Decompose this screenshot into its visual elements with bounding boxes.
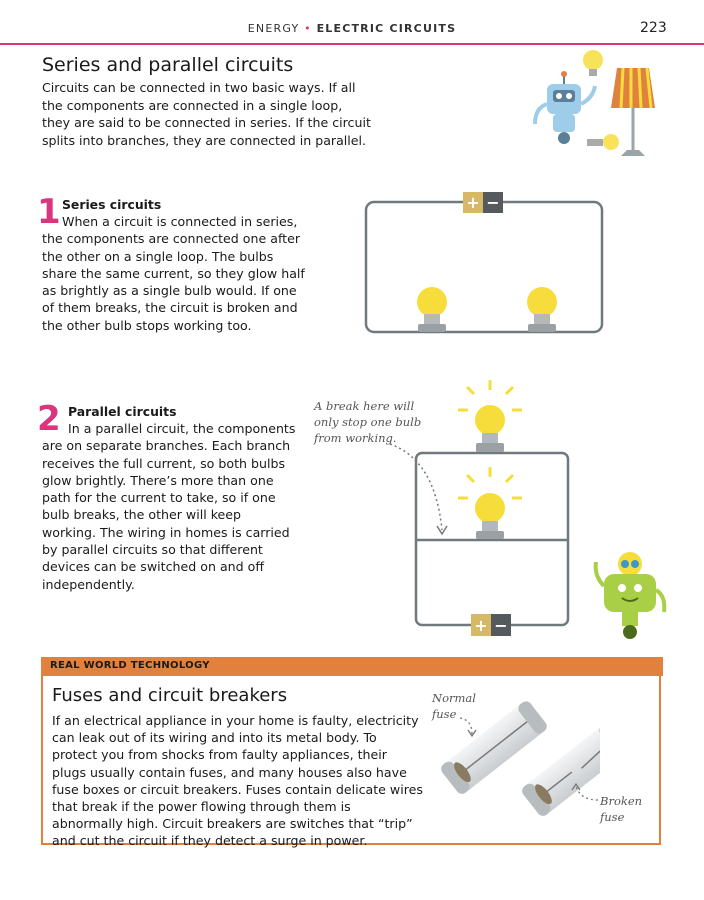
parallel-heading: Parallel circuits <box>68 404 177 419</box>
battery-plus: + <box>474 616 488 635</box>
header-section: ENERGY <box>247 22 300 35</box>
light-bulb-icon <box>527 287 557 332</box>
section-number-2: 2 <box>37 399 61 439</box>
light-bulb-icon <box>583 50 603 76</box>
intro-paragraph: Circuits can be connected in two basic ways. If all the components are connected in a single loop, they are said to be connected in series. If the circuit splits into branches, they are connected in parallel. <box>42 80 371 148</box>
battery-minus: − <box>486 193 500 212</box>
light-bulb-icon <box>587 134 619 150</box>
parallel-circuit-diagram <box>380 380 580 642</box>
page-title: Series and parallel circuits <box>42 54 294 76</box>
banner-label: REAL WORLD TECHNOLOGY <box>50 660 210 671</box>
robot-icon <box>596 552 665 639</box>
fuses-text: If an electrical appliance in your home is faulty, electricity can leak out of its wiring and into its metal body. To protect you from shocks from faulty appliances, their plugs usually contain fuses, and many houses also have fuse boxes or circuit breakers. Fuses contain delicate wires that break if the power flowing through them is abnormally high. Circuit breakers are switches that “trip” and cut the circuit if they detect a surge in power. <box>52 713 423 849</box>
page-number: 223 <box>640 20 667 36</box>
broken-fuse-label <box>600 793 642 825</box>
callout-line-3: from working. <box>314 431 397 445</box>
robot-icon <box>535 71 595 144</box>
broken-fuse-label-line-2: fuse <box>600 810 625 824</box>
running-header <box>0 22 704 35</box>
header-separator: • <box>304 22 312 35</box>
normal-fuse-label-line-2: fuse <box>432 707 457 721</box>
battery-plus: + <box>466 193 480 212</box>
callout-line-1: A break here will <box>314 399 415 413</box>
broken-fuse-label-line-1: Broken <box>600 794 643 808</box>
series-heading: Series circuits <box>62 197 162 212</box>
series-wire <box>366 202 602 332</box>
callout-line-2: only stop one bulb <box>314 415 422 429</box>
fuse-illustration <box>420 696 600 836</box>
light-bulb-icon <box>417 287 447 332</box>
fuses-heading: Fuses and circuit breakers <box>52 685 288 706</box>
series-circuit-diagram <box>360 186 610 338</box>
battery-minus: − <box>494 616 508 635</box>
light-bulb-icon <box>458 380 522 452</box>
header-chapter: ELECTRIC CIRCUITS <box>316 22 457 35</box>
series-text: When a circuit is connected in series, the components are connected one after the other on a single loop. The bulbs share the same current, so they glow half as brightly as a single bulb would. If one of them breaks, the circuit is broken and the other bulb stops working too. <box>42 214 305 333</box>
parallel-text: In a parallel circuit, the components are on separate branches. Each branch receives the full current, so both bulbs glow brightly. There’s more than one path for the current to take, so if one bulb breaks, the other will keep working. The wiring in homes is carried by parallel circuits so that different devices can be switched on and off independently. <box>42 421 296 592</box>
section-number-1: 1 <box>37 192 61 232</box>
green-robot-illustration <box>592 542 672 642</box>
light-bulb-icon <box>458 467 522 539</box>
real-world-banner <box>41 657 663 676</box>
header-rule <box>0 43 704 45</box>
normal-fuse-label-line-1: Normal <box>432 691 476 705</box>
robot-lamp-illustration <box>525 46 655 164</box>
